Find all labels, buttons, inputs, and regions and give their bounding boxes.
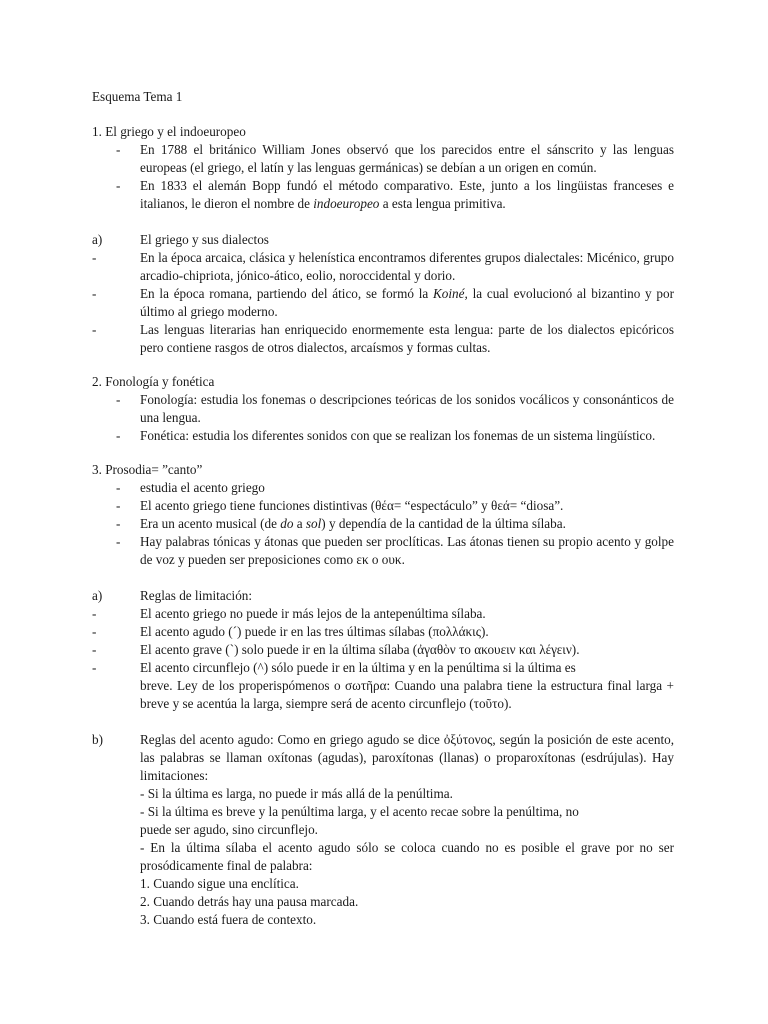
bullet-dash: - <box>116 178 121 193</box>
bullet-dash: - <box>92 660 97 675</box>
bullet-dash: - <box>92 624 97 639</box>
list-item: - El acento agudo (´) puede ir en las tres últimas sílabas (πολλάκις). <box>92 624 489 639</box>
document-page <box>92 88 674 929</box>
numbered-item: 3. Cuando está fuera de contexto. <box>140 912 317 927</box>
list-item: - El acento griego tiene funciones distintivas (θέα= “espectáculo” y θεά= “diosa”. <box>116 498 564 513</box>
list-item: - En 1788 el británico William Jones observó que los parecidos entre el sánscrito y las lenguas europeas (el griego, el latín y las lenguas germánicas) se debían a un origen en común. <box>116 142 674 175</box>
list-item: - El acento griego no puede ir más lejos de la antepenúltima sílaba. <box>92 606 486 621</box>
bullet-dash: - <box>92 322 97 337</box>
bullet-dash: - <box>116 392 121 407</box>
bullet-dash: - <box>92 286 97 301</box>
list-item: - El acento grave (`) solo puede ir en la última sílaba (ἀγαθὸν το ακουειν και λέγειν). <box>92 642 580 657</box>
bullet-dash: - <box>92 642 97 657</box>
numbered-item: 2. Cuando detrás hay una pausa marcada. <box>140 894 359 909</box>
bullet-dash: - <box>116 534 121 549</box>
bullet-dash: - <box>116 498 121 513</box>
section-3-heading: 3. Prosodia= ”canto” <box>92 462 203 477</box>
rule-line: - En la última sílaba el acento agudo sólo se coloca cuando no es posible el grave por no ser prosódicamente final de palabra: <box>140 840 674 873</box>
rule-line: - Si la última es breve y la penúltima larga, y el acento recae sobre la penúltima, no <box>140 804 579 819</box>
subsection-heading: a) Reglas de limitación: <box>92 588 253 603</box>
list-item: - En la época arcaica, clásica y helenística encontramos diferentes grupos dialectales: Micénico, grupo arcadio-chipriota, jónico-ático, eolio, noroccidental y dorio. <box>92 250 674 283</box>
list-item-continuation: breve. Ley de los properispómenos o σωτῆρα: Cuando una palabra tiene la estructura final larga + breve y se acentúa la larga, siempre será de acento circunflejo (τοῦτο). <box>140 678 674 711</box>
subsection-paragraph: b) Reglas del acento agudo: Como en griego agudo se dice ὀξύτονος, según la posición de este acento, las palabras se llaman oxítonas (agudas), paroxítonas (llanas) o proparoxítonas (esdrújulas). Hay limitaciones: <box>92 732 674 783</box>
bullet-dash: - <box>116 428 121 443</box>
list-item: - En 1833 el alemán Bopp fundó el método comparativo. Este, junto a los lingüistas franceses e italianos, le dieron el nombre de indoeuropeo a esta lengua primitiva. <box>116 178 674 211</box>
list-item: - Hay palabras tónicas y átonas que pueden ser proclíticas. Las átonas tienen su propio acento y golpe de voz y pueden ser preposiciones como εκ o ουκ. <box>116 534 674 567</box>
numbered-item: 1. Cuando sigue una enclítica. <box>140 876 299 891</box>
section-2-heading: 2. Fonología y fonética <box>92 374 215 389</box>
section-1-heading: 1. El griego y el indoeuropeo <box>92 124 246 139</box>
bullet-dash: - <box>116 142 121 157</box>
list-item: - Fonología: estudia los fonemas o descripciones teóricas de los sonidos vocálicos y consonánticos de una lengua. <box>116 392 674 425</box>
bullet-dash: - <box>116 516 121 531</box>
rule-line: - Si la última es larga, no puede ir más allá de la penúltima. <box>140 786 453 801</box>
bullet-dash: - <box>92 606 97 621</box>
document-title: Esquema Tema 1 <box>92 89 183 104</box>
subsection-heading: a) El griego y sus dialectos <box>92 232 269 247</box>
list-item: - estudia el acento griego <box>116 480 265 495</box>
list-item: - Era un acento musical (de do a sol) y dependía de la cantidad de la última sílaba. <box>116 516 566 531</box>
list-item: - Las lenguas literarias han enriquecido enormemente esta lengua: parte de los dialectos epicóricos pero contiene rasgos de otros dialectos, arcaísmos y formas cultas. <box>92 322 674 355</box>
bullet-dash: - <box>116 480 121 495</box>
rule-line: puede ser agudo, sino circunflejo. <box>140 822 318 837</box>
list-item: - En la época romana, partiendo del ático, se formó la Koiné, la cual evolucionó al bizantino y por último al griego moderno. <box>92 286 674 319</box>
list-item: - El acento circunflejo (^) sólo puede ir en la última y en la penúltima si la última es <box>92 660 576 675</box>
list-item: - Fonética: estudia los diferentes sonidos con que se realizan los fonemas de un sistema lingüístico. <box>116 428 656 443</box>
bullet-dash: - <box>92 250 97 265</box>
